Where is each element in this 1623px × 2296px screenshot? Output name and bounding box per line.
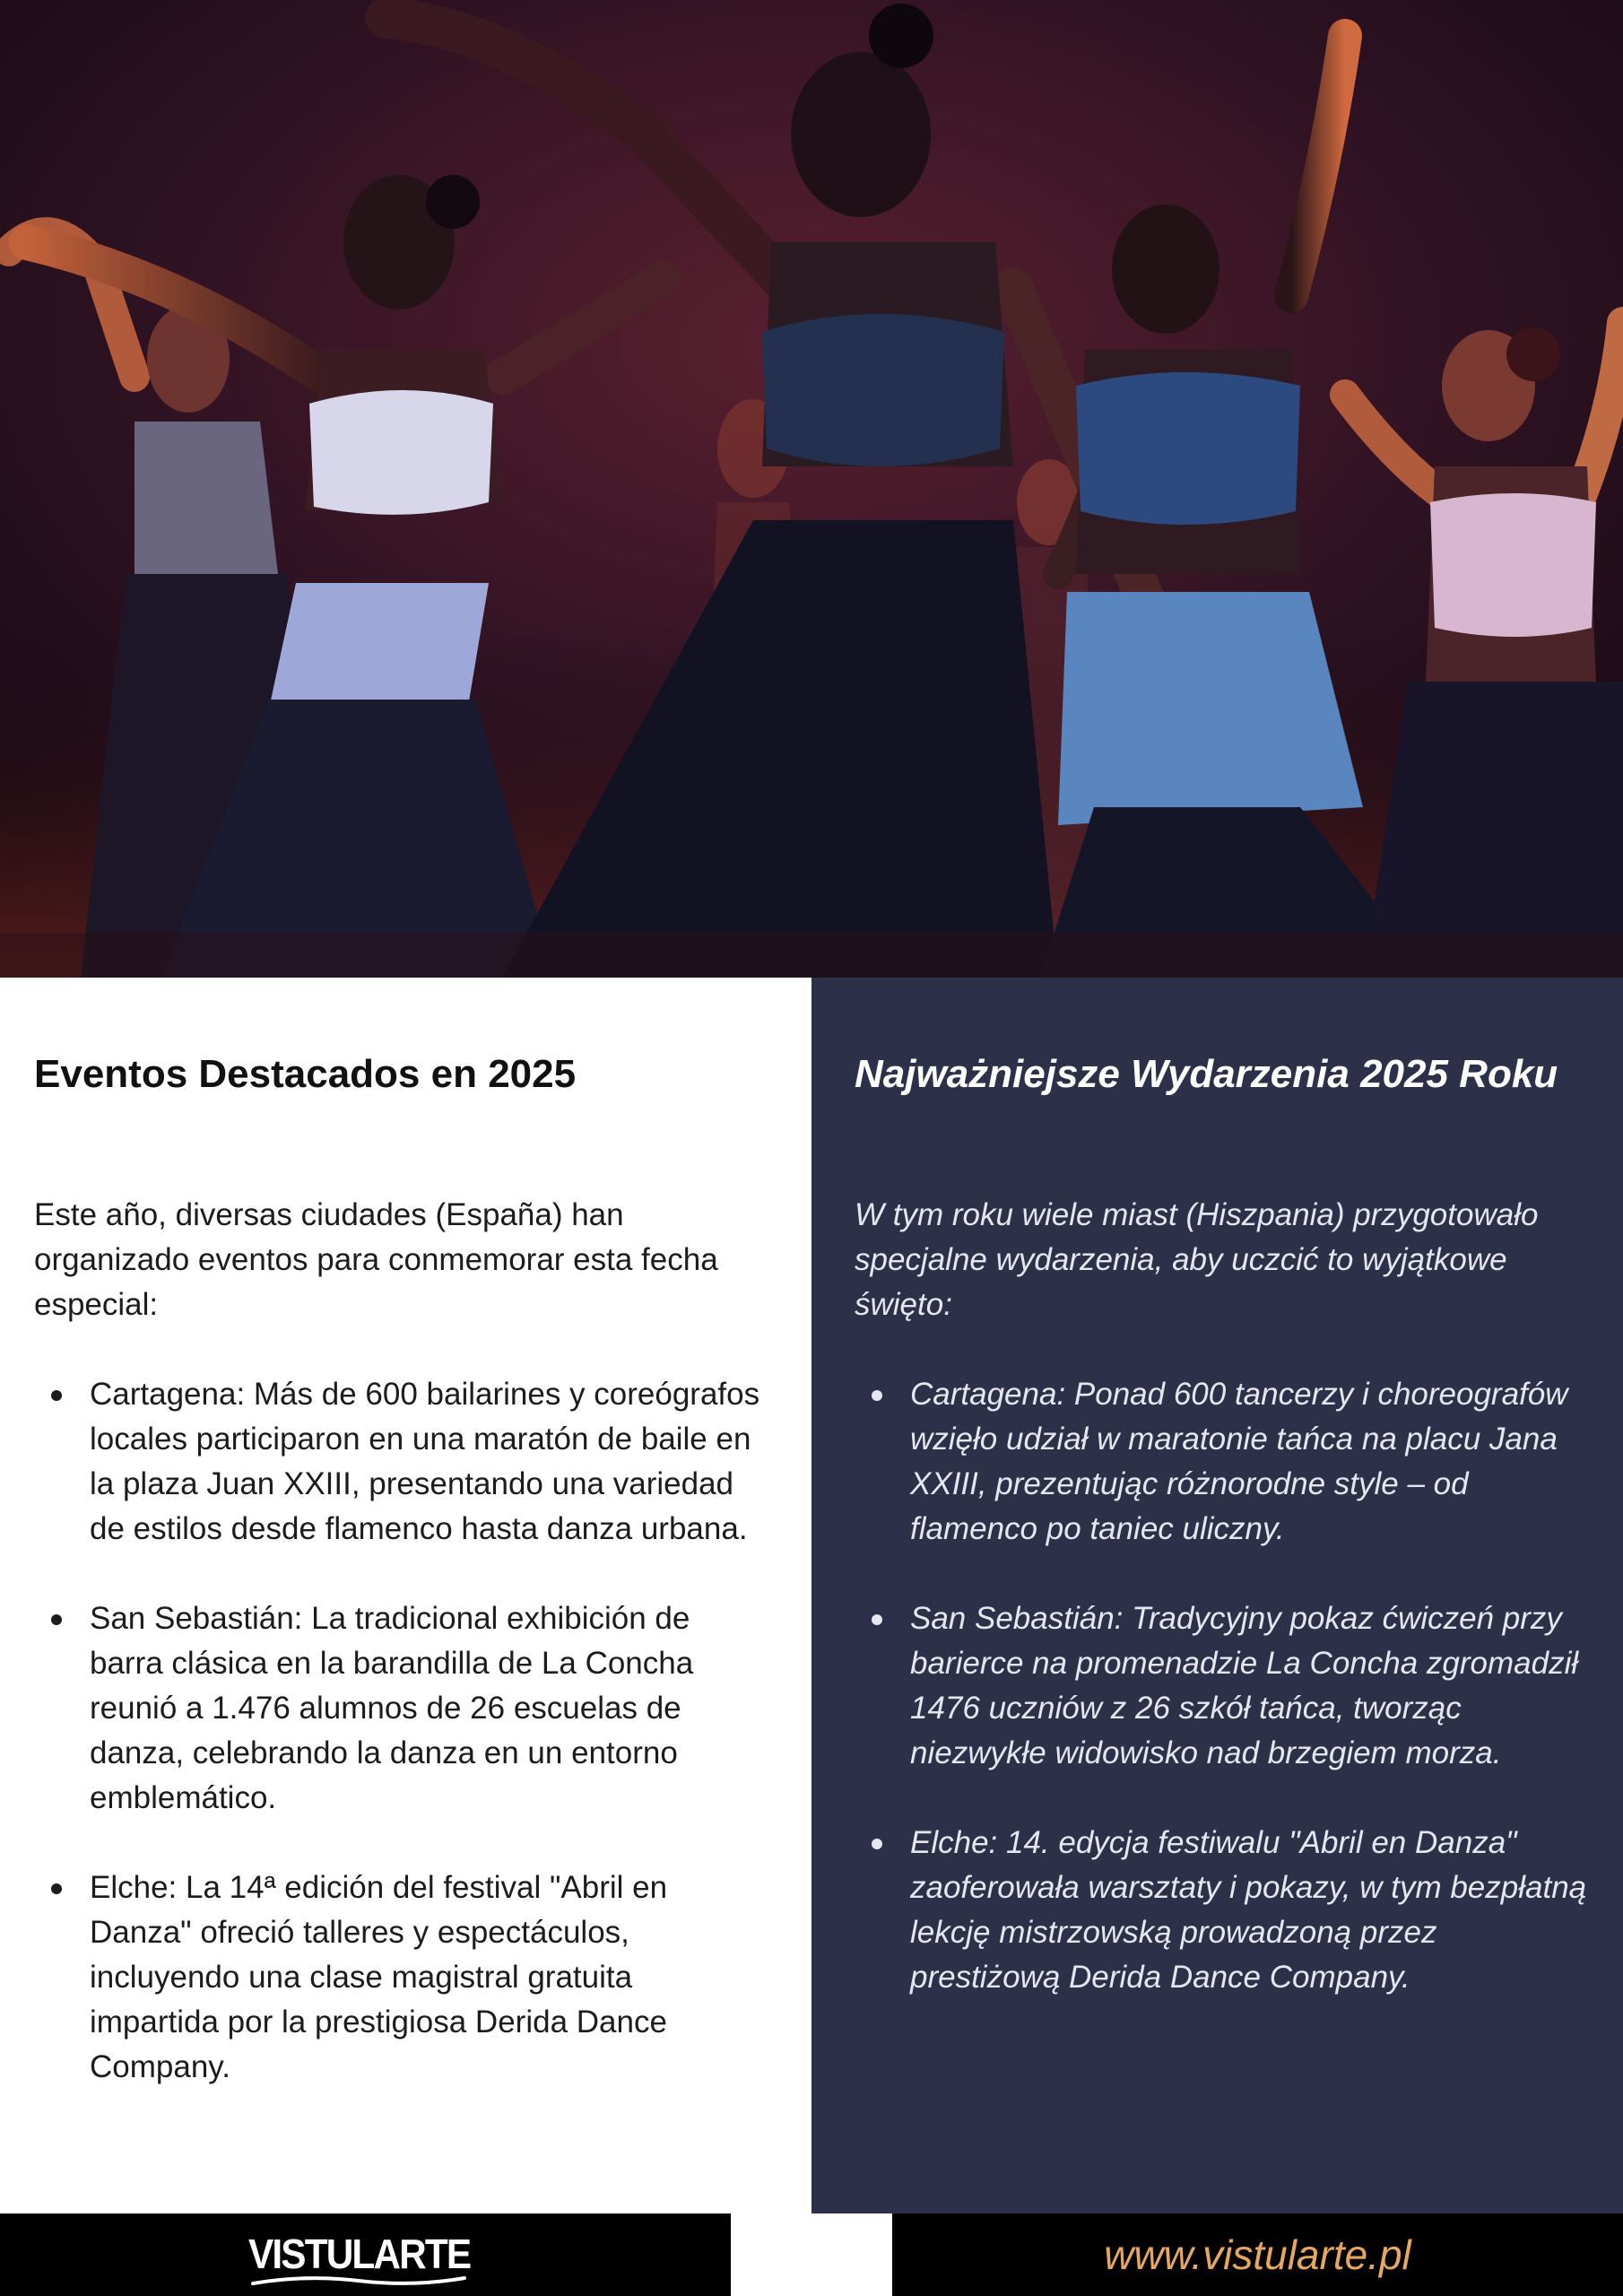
event-text: Cartagena: Más de 600 bailarines y coreógrafos locales participaron en una maratón de baile en la plaza Juan XXIII, presentando una variedad de estilos desde flamenco hasta danza urbana.: [90, 1377, 760, 1546]
bullet-icon: [51, 1883, 62, 1894]
bullet-icon: [51, 1614, 62, 1625]
list-item: [855, 1596, 1590, 1776]
polish-title: Najważniejsze Wydarzenia 2025 Roku: [855, 1052, 1558, 1096]
bullet-icon: [872, 1839, 882, 1849]
website-link[interactable]: www.vistularte.pl: [1104, 2231, 1411, 2278]
spanish-column: [0, 978, 812, 2213]
footer: [0, 2213, 1623, 2296]
logo-swoosh-icon: [251, 2274, 466, 2287]
spanish-title: Eventos Destacados en 2025: [34, 1052, 577, 1096]
event-text: San Sebastián: La tradicional exhibición de barra clásica en la barandilla de La Concha reunió a 1.476 alumnos de 26 escuelas de danza, celebrando la danza en un entorno emblemático.: [90, 1601, 694, 1815]
list-item: [855, 1372, 1590, 1552]
bullet-icon: [872, 1614, 882, 1625]
dancers-photo-graphic: [0, 0, 1623, 978]
hero-photo: [0, 0, 1623, 978]
footer-website-bar: [892, 2213, 1623, 2296]
list-item: [34, 1372, 769, 1552]
list-item: [855, 1821, 1590, 2000]
polish-event-list: [855, 1372, 1590, 2045]
event-text: Elche: La 14ª edición del festival "Abril en Danza" ofreció talleres y espectáculos, incluyendo una clase magistral gratuita impartida por la prestigiosa Derida Dance Company.: [90, 1870, 668, 2084]
spanish-event-list: [34, 1372, 769, 2135]
spanish-intro: Este año, diversas ciudades (España) han organizado eventos para conmemorar esta fecha especial:: [34, 1197, 718, 1322]
event-text: San Sebastián: Tradycyjny pokaz ćwiczeń przy barierce na promenadzie La Concha zgromadził 1476 uczniów z 26 szkół tańca, tworząc niezwykłe widowisko nad brzegiem morza.: [910, 1601, 1579, 1770]
list-item: [34, 1866, 769, 2090]
polish-intro: W tym roku wiele miast (Hiszpania) przygotowało specjalne wydarzenia, aby uczcić to wyjątkowe święto:: [855, 1197, 1539, 1322]
bullet-icon: [51, 1390, 62, 1401]
polish-column: [812, 978, 1623, 2213]
footer-logo-bar: [0, 2213, 731, 2296]
event-text: Cartagena: Ponad 600 tancerzy i choreografów wzięło udział w maratonie tańca na placu Jana XXIII, prezentując różnorodne style – od flamenco po taniec uliczny.: [910, 1377, 1568, 1546]
list-item: [34, 1596, 769, 1821]
event-text: Elche: 14. edycja festiwalu "Abril en Danza" zaoferowała warsztaty i pokazy, w tym bezpłatną lekcję mistrzowską prowadzoną przez prestiżową Derida Dance Company.: [910, 1825, 1587, 1995]
vistularte-logo[interactable]: VISTULARTE: [248, 2231, 471, 2277]
bullet-icon: [872, 1390, 882, 1401]
